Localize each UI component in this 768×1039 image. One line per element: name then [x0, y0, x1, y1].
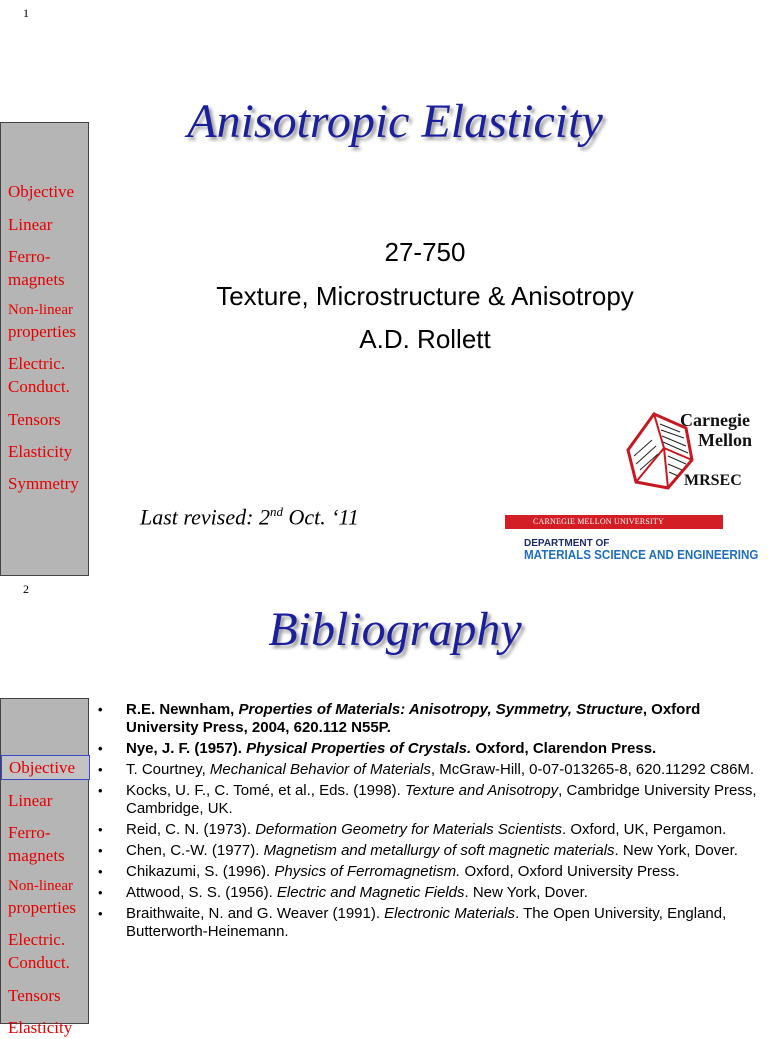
- cmu-mrsec-logo: [624, 408, 764, 498]
- list-item: • Kocks, U. F., C. Tomé, et al., Eds. (1998). Texture and Anisotropy, Cambridge University Press, Cambridge, UK.: [98, 782, 758, 818]
- list-item: • T. Courtney, Mechanical Behavior of Materials, McGraw-Hill, 0-07-013265-8, 620.11292 C86M.: [98, 761, 758, 779]
- course-number: 27-750: [384, 237, 466, 267]
- sidebar-item-objective[interactable]: Objective: [8, 182, 75, 201]
- sidebar-item-ferro[interactable]: Ferro-: [8, 823, 51, 842]
- sidebar-item-elasticity[interactable]: Elasticity: [8, 1018, 73, 1037]
- course-author: A.D. Rollett: [359, 324, 491, 354]
- logo-carnegie: Carnegie: [680, 410, 750, 430]
- sidebar-item-magnets[interactable]: magnets: [8, 846, 65, 865]
- list-item: • Chen, C.-W. (1977). Magnetism and metallurgy of soft magnetic materials. New York, Dover.: [98, 842, 758, 860]
- sidebar-item-objective[interactable]: Objective: [1, 755, 90, 780]
- sidebar-nav: [0, 698, 89, 1037]
- sidebar-item-non-linear[interactable]: Non-linear: [8, 302, 73, 318]
- sidebar-item-conduct[interactable]: Conduct.: [8, 377, 70, 396]
- sidebar-nav: [0, 122, 89, 576]
- logo-mrsec: MRSEC: [684, 472, 742, 489]
- list-item: • R.E. Newnham, Properties of Materials: Anisotropy, Symmetry, Structure, Oxford University Press, 2004, 620.112 N55P.: [98, 701, 758, 737]
- sidebar-item-tensors[interactable]: Tensors: [8, 410, 61, 429]
- sidebar-item-electric[interactable]: Electric.: [8, 354, 66, 373]
- sidebar-item-electric[interactable]: Electric.: [8, 930, 66, 949]
- logo-mellon: Mellon: [698, 430, 752, 450]
- last-revised: Last revised: 2nd Oct. ‘11: [140, 504, 359, 530]
- slide-2: [0, 576, 768, 1037]
- list-item: • Attwood, S. S. (1956). Electric and Magnetic Fields. New York, Dover.: [98, 884, 758, 902]
- list-item: • Chikazumi, S. (1996). Physics of Ferromagnetism. Oxford, Oxford University Press.: [98, 863, 758, 881]
- sidebar-item-linear[interactable]: Linear: [8, 215, 53, 234]
- sidebar-item-elasticity[interactable]: Elasticity: [8, 442, 73, 461]
- slide-title: Bibliography: [268, 603, 522, 656]
- sidebar-item-properties[interactable]: properties: [8, 898, 76, 917]
- sidebar-item-non-linear[interactable]: Non-linear: [8, 878, 73, 894]
- sidebar-item-magnets[interactable]: magnets: [8, 270, 65, 289]
- sidebar-item-symmetry[interactable]: Symmetry: [8, 474, 79, 493]
- bibliography-list: [98, 701, 758, 944]
- slide-title: Anisotropic Elasticity: [187, 95, 603, 148]
- slide-number: 1: [23, 6, 29, 20]
- cmu-banner: CARNEGIE MELLON UNIVERSITY: [505, 515, 723, 529]
- list-item: • Reid, C. N. (1973). Deformation Geometry for Materials Scientists. Oxford, UK, Pergamon.: [98, 821, 758, 839]
- list-item: • Braithwaite, N. and G. Weaver (1991). Electronic Materials. The Open University, England, Butterworth-Heinemann.: [98, 905, 758, 941]
- sidebar-item-ferro[interactable]: Ferro-: [8, 247, 51, 266]
- sidebar-item-properties[interactable]: properties: [8, 322, 76, 341]
- slide-number: 2: [23, 582, 29, 596]
- sidebar-item-conduct[interactable]: Conduct.: [8, 953, 70, 972]
- dept-name-label: MATERIALS SCIENCE AND ENGINEERING: [524, 548, 759, 562]
- course-title: Texture, Microstructure & Anisotropy: [216, 281, 634, 311]
- sidebar-item-linear[interactable]: Linear: [8, 791, 53, 810]
- list-item: • Nye, J. F. (1957). Physical Properties of Crystals. Oxford, Clarendon Press.: [98, 740, 758, 758]
- sidebar-item-tensors[interactable]: Tensors: [8, 986, 61, 1005]
- dept-of-label: DEPARTMENT OF: [524, 538, 610, 549]
